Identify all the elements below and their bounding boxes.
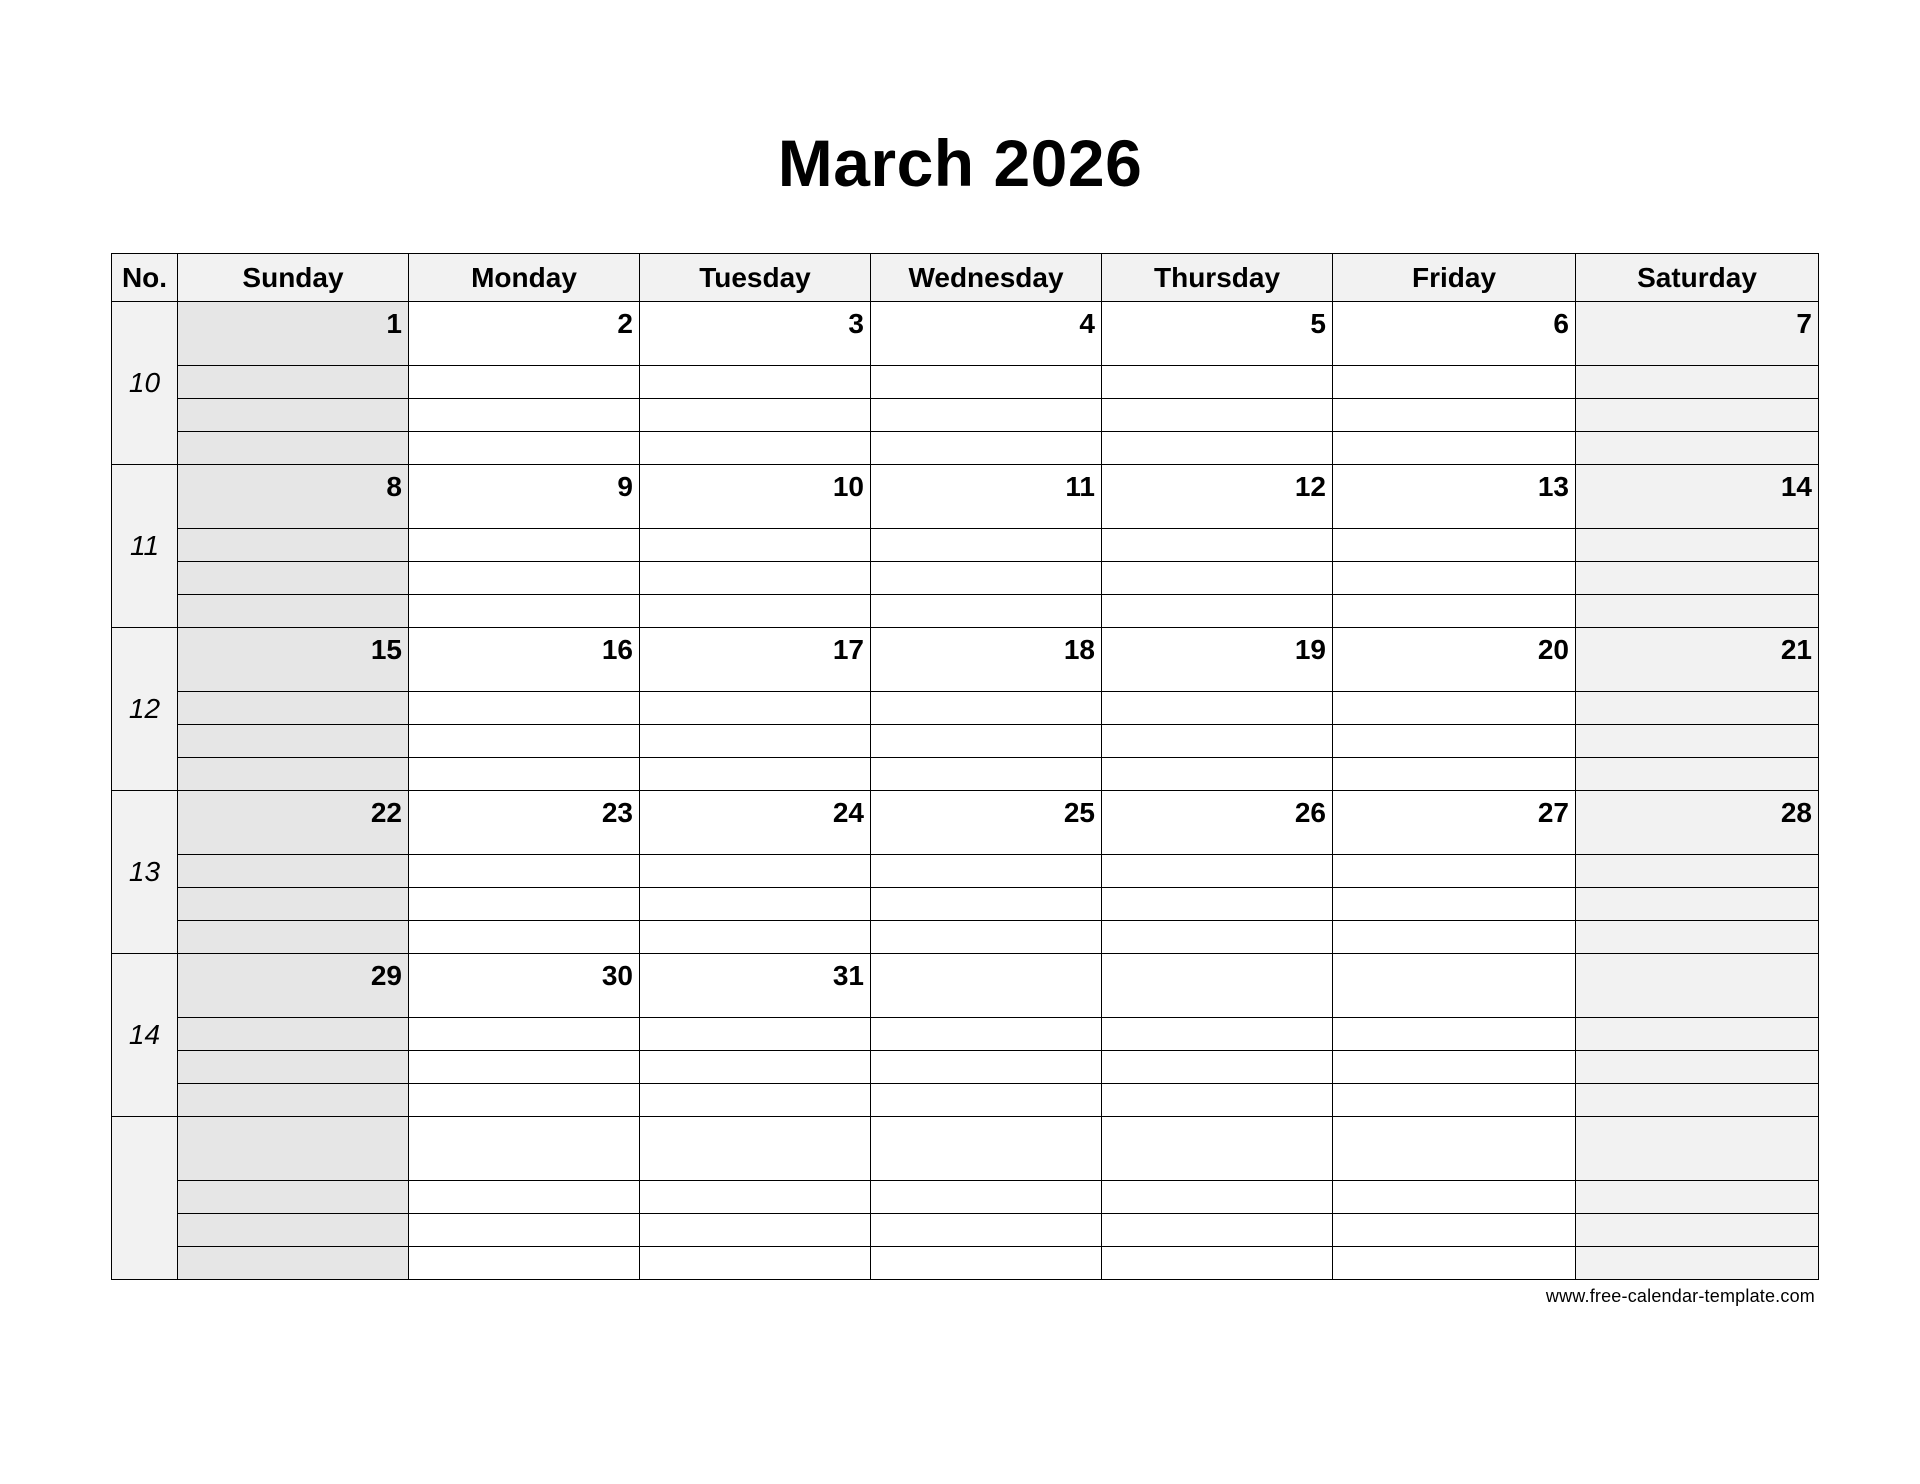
note-line-friday[interactable] [1333, 1214, 1576, 1247]
note-line-friday[interactable] [1333, 758, 1576, 791]
note-line-saturday[interactable] [1576, 692, 1819, 725]
note-line-sunday[interactable] [178, 692, 409, 725]
note-line-wednesday[interactable] [871, 1018, 1102, 1051]
note-line-sunday[interactable] [178, 1247, 409, 1280]
note-line-saturday[interactable] [1576, 888, 1819, 921]
note-line-saturday[interactable] [1576, 855, 1819, 888]
note-line-friday[interactable] [1333, 399, 1576, 432]
note-row [112, 432, 1819, 465]
week-number: 12 [112, 628, 178, 791]
note-line-saturday[interactable] [1576, 366, 1819, 399]
note-line-sunday[interactable] [178, 562, 409, 595]
header-monday: Monday [409, 254, 640, 302]
day-cell-thursday[interactable]: 12 [1102, 465, 1333, 529]
note-row [112, 921, 1819, 954]
day-cell-friday[interactable]: 13 [1333, 465, 1576, 529]
day-cell-saturday[interactable] [1576, 1117, 1819, 1181]
note-line-wednesday[interactable] [871, 399, 1102, 432]
note-line-monday[interactable] [409, 366, 640, 399]
note-line-monday[interactable] [409, 1051, 640, 1084]
note-line-tuesday[interactable] [640, 1018, 871, 1051]
note-line-monday[interactable] [409, 1084, 640, 1117]
note-line-saturday[interactable] [1576, 399, 1819, 432]
note-line-wednesday[interactable] [871, 1247, 1102, 1280]
day-cell-thursday[interactable]: 5 [1102, 302, 1333, 366]
note-line-saturday[interactable] [1576, 725, 1819, 758]
note-line-thursday[interactable] [1102, 1181, 1333, 1214]
day-cell-friday[interactable] [1333, 1117, 1576, 1181]
header-thursday: Thursday [1102, 254, 1333, 302]
note-line-wednesday[interactable] [871, 725, 1102, 758]
note-line-tuesday[interactable] [640, 562, 871, 595]
note-row [112, 595, 1819, 628]
week-row [112, 628, 1819, 692]
note-line-wednesday[interactable] [871, 1084, 1102, 1117]
note-line-saturday[interactable] [1576, 1084, 1819, 1117]
note-line-monday[interactable] [409, 432, 640, 465]
note-line-monday[interactable] [409, 921, 640, 954]
note-line-wednesday[interactable] [871, 921, 1102, 954]
note-line-thursday[interactable] [1102, 1018, 1333, 1051]
note-line-thursday[interactable] [1102, 529, 1333, 562]
day-cell-monday[interactable]: 2 [409, 302, 640, 366]
note-row [112, 1051, 1819, 1084]
day-cell-wednesday[interactable]: 11 [871, 465, 1102, 529]
note-line-sunday[interactable] [178, 1084, 409, 1117]
note-line-tuesday[interactable] [640, 432, 871, 465]
note-line-wednesday[interactable] [871, 888, 1102, 921]
header-sunday: Sunday [178, 254, 409, 302]
week-row [112, 954, 1819, 1018]
day-cell-monday[interactable] [409, 1117, 640, 1181]
note-row [112, 562, 1819, 595]
day-cell-thursday[interactable]: 26 [1102, 791, 1333, 855]
day-cell-saturday[interactable]: 7 [1576, 302, 1819, 366]
note-line-wednesday[interactable] [871, 692, 1102, 725]
header-friday: Friday [1333, 254, 1576, 302]
note-row [112, 855, 1819, 888]
day-cell-tuesday[interactable]: 24 [640, 791, 871, 855]
note-line-tuesday[interactable] [640, 888, 871, 921]
note-line-wednesday[interactable] [871, 366, 1102, 399]
note-line-friday[interactable] [1333, 888, 1576, 921]
note-line-friday[interactable] [1333, 1051, 1576, 1084]
note-line-friday[interactable] [1333, 432, 1576, 465]
day-cell-thursday[interactable] [1102, 954, 1333, 1018]
day-cell-wednesday[interactable]: 18 [871, 628, 1102, 692]
day-cell-wednesday[interactable] [871, 954, 1102, 1018]
note-row [112, 1018, 1819, 1051]
note-line-wednesday[interactable] [871, 1214, 1102, 1247]
note-row [112, 725, 1819, 758]
note-line-sunday[interactable] [178, 1051, 409, 1084]
note-line-sunday[interactable] [178, 529, 409, 562]
note-line-sunday[interactable] [178, 888, 409, 921]
note-line-tuesday[interactable] [640, 1181, 871, 1214]
note-line-monday[interactable] [409, 1181, 640, 1214]
note-line-wednesday[interactable] [871, 855, 1102, 888]
note-line-monday[interactable] [409, 758, 640, 791]
note-line-tuesday[interactable] [640, 758, 871, 791]
note-line-tuesday[interactable] [640, 1084, 871, 1117]
note-line-friday[interactable] [1333, 562, 1576, 595]
note-line-thursday[interactable] [1102, 855, 1333, 888]
note-line-thursday[interactable] [1102, 888, 1333, 921]
note-line-sunday[interactable] [178, 1214, 409, 1247]
note-line-tuesday[interactable] [640, 366, 871, 399]
note-line-thursday[interactable] [1102, 595, 1333, 628]
note-line-thursday[interactable] [1102, 1214, 1333, 1247]
note-row [112, 1214, 1819, 1247]
note-row [112, 366, 1819, 399]
note-line-wednesday[interactable] [871, 432, 1102, 465]
day-cell-wednesday[interactable]: 25 [871, 791, 1102, 855]
note-line-wednesday[interactable] [871, 758, 1102, 791]
note-line-monday[interactable] [409, 855, 640, 888]
note-row [112, 1181, 1819, 1214]
note-line-tuesday[interactable] [640, 1214, 871, 1247]
note-line-friday[interactable] [1333, 692, 1576, 725]
note-line-friday[interactable] [1333, 1181, 1576, 1214]
note-line-wednesday[interactable] [871, 562, 1102, 595]
calendar-grid [111, 253, 1819, 1280]
day-cell-tuesday[interactable]: 31 [640, 954, 871, 1018]
note-line-saturday[interactable] [1576, 432, 1819, 465]
week-number: 13 [112, 791, 178, 954]
note-line-saturday[interactable] [1576, 758, 1819, 791]
note-line-monday[interactable] [409, 1247, 640, 1280]
note-line-monday[interactable] [409, 1018, 640, 1051]
note-line-tuesday[interactable] [640, 399, 871, 432]
note-line-monday[interactable] [409, 888, 640, 921]
note-line-sunday[interactable] [178, 921, 409, 954]
note-line-monday[interactable] [409, 1214, 640, 1247]
note-line-thursday[interactable] [1102, 432, 1333, 465]
note-row [112, 1084, 1819, 1117]
week-row [112, 302, 1819, 366]
note-line-tuesday[interactable] [640, 1051, 871, 1084]
note-line-tuesday[interactable] [640, 692, 871, 725]
note-line-monday[interactable] [409, 529, 640, 562]
note-line-monday[interactable] [409, 725, 640, 758]
day-cell-saturday[interactable]: 14 [1576, 465, 1819, 529]
note-row [112, 692, 1819, 725]
day-cell-thursday[interactable]: 19 [1102, 628, 1333, 692]
note-line-saturday[interactable] [1576, 595, 1819, 628]
note-line-wednesday[interactable] [871, 1181, 1102, 1214]
note-line-saturday[interactable] [1576, 562, 1819, 595]
day-cell-sunday[interactable]: 29 [178, 954, 409, 1018]
day-cell-friday[interactable] [1333, 954, 1576, 1018]
calendar-title: March 2026 [777, 126, 1143, 200]
note-line-tuesday[interactable] [640, 855, 871, 888]
note-line-friday[interactable] [1333, 1084, 1576, 1117]
note-line-thursday[interactable] [1102, 1051, 1333, 1084]
week-number [112, 1117, 178, 1280]
note-line-sunday[interactable] [178, 432, 409, 465]
day-cell-sunday[interactable]: 15 [178, 628, 409, 692]
day-cell-saturday[interactable]: 21 [1576, 628, 1819, 692]
note-line-friday[interactable] [1333, 595, 1576, 628]
note-line-thursday[interactable] [1102, 562, 1333, 595]
note-line-wednesday[interactable] [871, 529, 1102, 562]
calendar-body [112, 302, 1819, 1280]
note-line-tuesday[interactable] [640, 725, 871, 758]
note-line-sunday[interactable] [178, 399, 409, 432]
note-line-thursday[interactable] [1102, 366, 1333, 399]
note-line-thursday[interactable] [1102, 399, 1333, 432]
note-line-thursday[interactable] [1102, 921, 1333, 954]
note-line-friday[interactable] [1333, 1247, 1576, 1280]
footer-url: www.free-calendar-template.com [1545, 1286, 1815, 1306]
note-line-tuesday[interactable] [640, 921, 871, 954]
note-line-friday[interactable] [1333, 529, 1576, 562]
day-cell-friday[interactable]: 27 [1333, 791, 1576, 855]
week-number: 11 [112, 465, 178, 628]
day-cell-friday[interactable]: 6 [1333, 302, 1576, 366]
note-line-wednesday[interactable] [871, 595, 1102, 628]
note-line-saturday[interactable] [1576, 921, 1819, 954]
day-cell-monday[interactable]: 16 [409, 628, 640, 692]
note-line-thursday[interactable] [1102, 692, 1333, 725]
note-line-thursday[interactable] [1102, 1084, 1333, 1117]
note-line-friday[interactable] [1333, 725, 1576, 758]
note-line-saturday[interactable] [1576, 1051, 1819, 1084]
note-line-friday[interactable] [1333, 921, 1576, 954]
day-cell-sunday[interactable] [178, 1117, 409, 1181]
note-line-sunday[interactable] [178, 1181, 409, 1214]
day-cell-wednesday[interactable]: 4 [871, 302, 1102, 366]
day-cell-sunday[interactable]: 1 [178, 302, 409, 366]
note-line-friday[interactable] [1333, 366, 1576, 399]
note-line-sunday[interactable] [178, 1018, 409, 1051]
day-cell-saturday[interactable]: 28 [1576, 791, 1819, 855]
note-line-friday[interactable] [1333, 1018, 1576, 1051]
day-cell-sunday[interactable]: 8 [178, 465, 409, 529]
note-line-friday[interactable] [1333, 855, 1576, 888]
day-cell-monday[interactable]: 9 [409, 465, 640, 529]
note-line-tuesday[interactable] [640, 529, 871, 562]
note-row [112, 1247, 1819, 1280]
day-cell-tuesday[interactable]: 17 [640, 628, 871, 692]
header-week-number: No. [112, 254, 178, 302]
note-line-monday[interactable] [409, 595, 640, 628]
week-row [112, 791, 1819, 855]
week-row [112, 1117, 1819, 1181]
day-cell-tuesday[interactable]: 10 [640, 465, 871, 529]
note-row [112, 529, 1819, 562]
day-cell-saturday[interactable] [1576, 954, 1819, 1018]
note-row [112, 399, 1819, 432]
week-row [112, 465, 1819, 529]
note-line-thursday[interactable] [1102, 725, 1333, 758]
day-cell-thursday[interactable] [1102, 1117, 1333, 1181]
header-tuesday: Tuesday [640, 254, 871, 302]
week-number: 10 [112, 302, 178, 465]
note-line-saturday[interactable] [1576, 1018, 1819, 1051]
note-line-saturday[interactable] [1576, 1214, 1819, 1247]
note-line-monday[interactable] [409, 562, 640, 595]
note-line-sunday[interactable] [178, 725, 409, 758]
day-cell-sunday[interactable]: 22 [178, 791, 409, 855]
day-cell-monday[interactable]: 23 [409, 791, 640, 855]
note-row [112, 758, 1819, 791]
day-cell-monday[interactable]: 30 [409, 954, 640, 1018]
day-cell-friday[interactable]: 20 [1333, 628, 1576, 692]
day-cell-tuesday[interactable]: 3 [640, 302, 871, 366]
note-line-sunday[interactable] [178, 758, 409, 791]
header-wednesday: Wednesday [871, 254, 1102, 302]
note-line-sunday[interactable] [178, 366, 409, 399]
day-cell-wednesday[interactable] [871, 1117, 1102, 1181]
note-line-saturday[interactable] [1576, 1181, 1819, 1214]
note-line-saturday[interactable] [1576, 529, 1819, 562]
note-row [112, 888, 1819, 921]
note-line-monday[interactable] [409, 399, 640, 432]
note-line-sunday[interactable] [178, 595, 409, 628]
week-number: 14 [112, 954, 178, 1117]
note-line-tuesday[interactable] [640, 1247, 871, 1280]
day-cell-tuesday[interactable] [640, 1117, 871, 1181]
note-line-thursday[interactable] [1102, 1247, 1333, 1280]
header-saturday: Saturday [1576, 254, 1819, 302]
note-line-monday[interactable] [409, 692, 640, 725]
note-line-saturday[interactable] [1576, 1247, 1819, 1280]
note-line-tuesday[interactable] [640, 595, 871, 628]
note-line-wednesday[interactable] [871, 1051, 1102, 1084]
header-row [112, 254, 1819, 302]
note-line-sunday[interactable] [178, 855, 409, 888]
note-line-thursday[interactable] [1102, 758, 1333, 791]
